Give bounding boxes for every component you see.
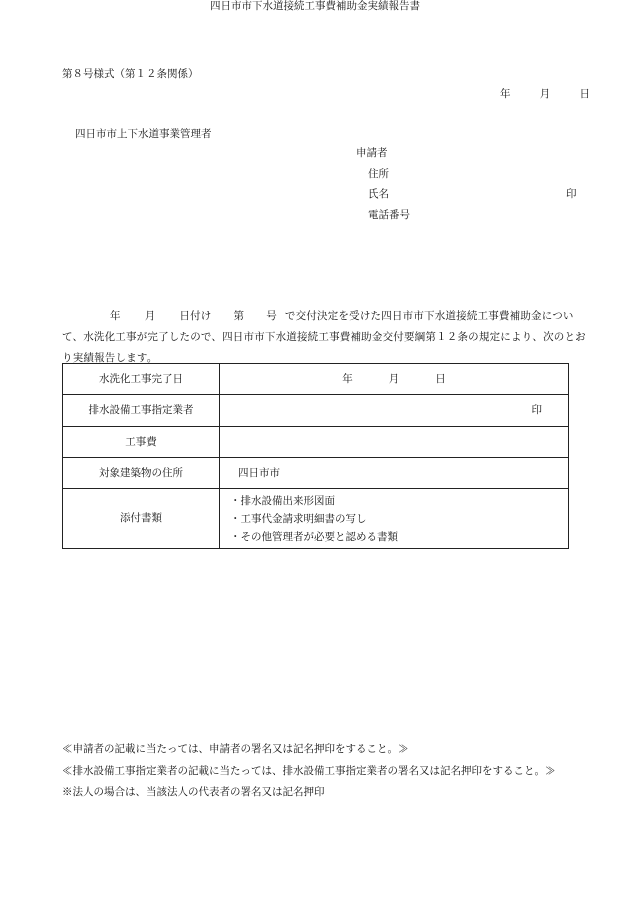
note-applicant-signature: ≪申請者の記載に当たっては、申請者の署名又は記名押印をすること。≫ [62,743,409,755]
attachments-label: 添付書類 [63,489,220,549]
table-row [63,364,569,395]
building-address-label: 対象建築物の住所 [63,458,220,489]
applicant-label: 申請者 [356,147,388,159]
form-number: 第８号様式（第１２条関係） [62,68,199,80]
completion-date-value[interactable] [220,364,569,395]
body-go: 号 [266,310,277,322]
applicant-name-label: 氏名 [368,188,389,200]
construction-cost-value[interactable] [220,427,569,458]
table-row [63,489,569,549]
contractor-label: 排水設備工事指定業者 [63,395,220,427]
contractor-seal-mark: 印 [531,404,542,416]
attachment-item: ・排水設備出来形図面 [230,494,335,507]
date-year-label: 年 [500,88,511,100]
attachment-item: ・工事代金請求明細書の写し [230,512,367,525]
body-year: 年 [110,310,121,322]
date-month-label: 月 [539,88,551,100]
body-month: 月 [144,310,156,322]
building-address-value[interactable]: 四日市市 [220,458,569,489]
note-corporation: ※法人の場合は、当該法人の代表者の署名又は記名押印 [62,786,325,798]
applicant-phone-label: 電話番号 [368,209,410,221]
table-row [63,395,569,427]
note-contractor-signature: ≪排水設備工事指定業者の記載に当たっては、排水設備工事指定業者の署名又は記名押印をすること。≫ [62,765,556,777]
report-table [62,363,569,549]
completion-day: 日 [435,372,446,385]
attachments-value [220,489,569,549]
applicant-seal-mark: 印 [566,188,577,200]
completion-date-label: 水洗化工事完了日 [63,364,220,395]
report-body [62,306,592,369]
document-title: 四日市市下水道接続工事費補助金実績報告書 [210,0,420,12]
date-day-label: 日 [579,88,590,100]
completion-year: 年 [342,372,353,385]
contractor-value[interactable] [220,395,569,427]
table-row [63,458,569,489]
body-day-suffix: 日付け [179,310,212,322]
attachment-item: ・その他管理者が必要と認める書類 [230,530,398,543]
applicant-address-label: 住所 [368,168,389,180]
addressee: 四日市市上下水道事業管理者 [75,128,212,140]
submission-date [500,88,590,101]
completion-month: 月 [388,372,400,385]
attachments-list [220,492,568,546]
body-dai: 第 [233,310,245,322]
table-row [63,427,569,458]
body-text: で交付決定を受けた四日市市下水道接続工事費補助金について、水洗化工事が完了したので、四日市市下水道接続工事費補助金交付要綱第１２条の規定により、次のとおり実績報告します。 [62,310,586,364]
construction-cost-label: 工事費 [63,427,220,458]
